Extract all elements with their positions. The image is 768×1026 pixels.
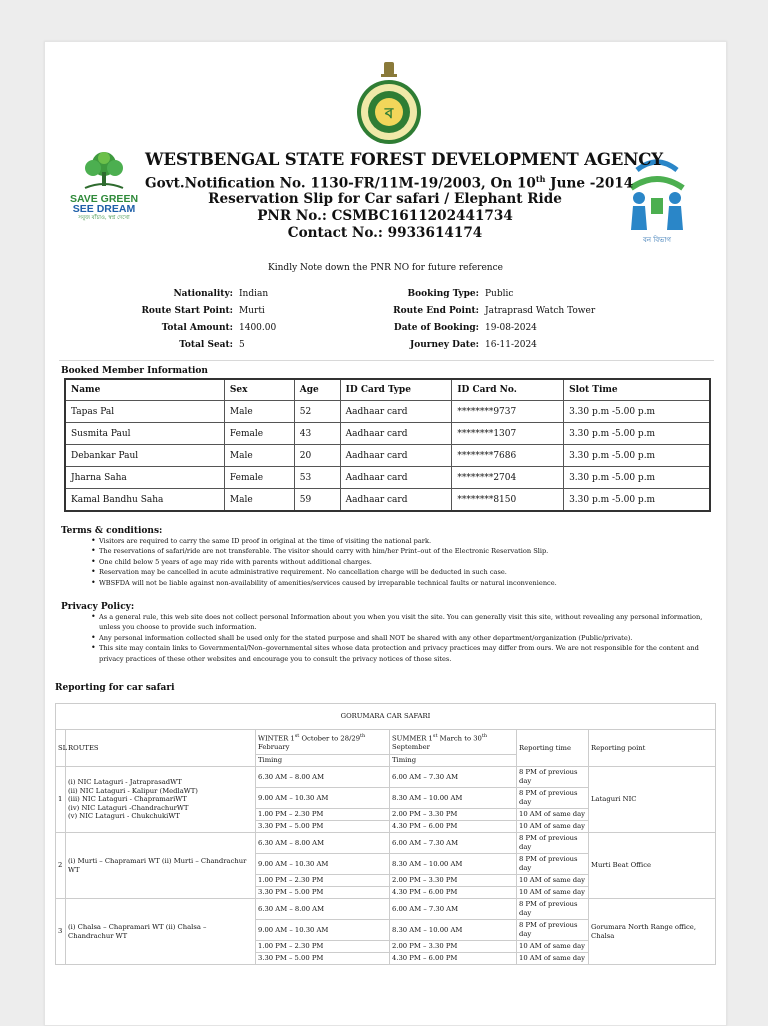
col-sl: SL bbox=[56, 730, 66, 767]
summer-timing: 8.30 AM – 10.00 AM bbox=[390, 920, 517, 941]
reporting-time: 8 PM of previous day bbox=[517, 899, 589, 920]
reporting-time: 10 AM of same day bbox=[517, 875, 589, 887]
summer-timing: 6.00 AM – 7.30 AM bbox=[390, 899, 517, 920]
route-sl: 3 bbox=[56, 899, 66, 965]
terms-title: Terms & conditions: bbox=[61, 526, 163, 536]
journey-date-value: 16-11-2024 bbox=[485, 340, 537, 350]
member-row bbox=[65, 401, 710, 423]
safari-title-row bbox=[56, 704, 716, 730]
route-sl: 1 bbox=[56, 767, 66, 833]
summer-timing: 6.00 AM – 7.30 AM bbox=[390, 833, 517, 854]
member-id-no: ********2704 bbox=[452, 467, 564, 489]
summer-timing: 2.00 PM – 3.30 PM bbox=[390, 875, 517, 887]
terms-item: • WBSFDA will not be liable against non-availability of amenities/services caused by irreparable technical faults or natural inconvenience. bbox=[99, 578, 705, 588]
route-name: (iv) NIC Lataguri -ChandrachurWT bbox=[68, 803, 189, 812]
member-slot-time: 3.30 p.m -5.00 p.m bbox=[564, 423, 710, 445]
safari-row bbox=[56, 833, 716, 854]
member-name: Susmita Paul bbox=[65, 423, 224, 445]
reporting-title: Reporting for car safari bbox=[55, 683, 175, 693]
route-name: (ii) NIC Lataguri - Kalipur (MedlaWT) bbox=[68, 786, 198, 795]
col-id-no: ID Card No. bbox=[452, 379, 564, 401]
member-slot-time: 3.30 p.m -5.00 p.m bbox=[564, 401, 710, 423]
reporting-time: 10 AM of same day bbox=[517, 953, 589, 965]
member-age: 53 bbox=[294, 467, 340, 489]
contact-number: Contact No.: 9933614174 bbox=[287, 225, 483, 241]
member-age: 52 bbox=[294, 401, 340, 423]
route-names bbox=[66, 833, 256, 899]
gorumara-safari-table bbox=[55, 703, 716, 965]
reporting-time: 8 PM of previous day bbox=[517, 788, 589, 809]
terms-list bbox=[99, 536, 705, 588]
privacy-title: Privacy Policy: bbox=[61, 602, 135, 612]
col-winter: WINTER 1st October to 28/29th February bbox=[256, 730, 390, 755]
member-sex: Male bbox=[224, 401, 294, 423]
reporting-time: 8 PM of previous day bbox=[517, 854, 589, 875]
reporting-time: 8 PM of previous day bbox=[517, 833, 589, 854]
winter-timing: 6.30 AM – 8.00 AM bbox=[256, 767, 390, 788]
winter-timing: 1.00 PM – 2.30 PM bbox=[256, 941, 390, 953]
tree-icon bbox=[65, 150, 143, 190]
member-sex: Female bbox=[224, 467, 294, 489]
winter-timing: 1.00 PM – 2.30 PM bbox=[256, 875, 390, 887]
member-row bbox=[65, 423, 710, 445]
col-sex: Sex bbox=[224, 379, 294, 401]
route-name: (iii) NIC Lataguri - ChapramariWT bbox=[68, 795, 187, 804]
member-id-type: Aadhaar card bbox=[340, 467, 452, 489]
member-row bbox=[65, 467, 710, 489]
privacy-item: • Any personal information collected shall be used only for the stated purpose and shall NOT be shared with any other department/organization (Public/private). bbox=[99, 633, 705, 643]
member-sex: Male bbox=[224, 489, 294, 512]
member-slot-time: 3.30 p.m -5.00 p.m bbox=[564, 445, 710, 467]
summer-timing: 4.30 PM – 6.00 PM bbox=[390, 821, 517, 833]
terms-item: • One child below 5 years of age may ride with parents without additional charges. bbox=[99, 557, 705, 567]
member-name: Debankar Paul bbox=[65, 445, 224, 467]
pnr-number: PNR No.: CSMBC1611202441734 bbox=[257, 208, 513, 224]
col-slot-time: Slot Time bbox=[564, 379, 710, 401]
col-name: Name bbox=[65, 379, 224, 401]
terms-item: • Visitors are required to carry the same ID proof in original at the time of visiting the national park. bbox=[99, 536, 705, 546]
member-id-type: Aadhaar card bbox=[340, 445, 452, 467]
privacy-list bbox=[99, 612, 705, 664]
member-name: Jharna Saha bbox=[65, 467, 224, 489]
terms-item: • The reservations of safari/ride are not transferable. The visitor should carry with him/her Print–out of the Electronic Reservation Slip. bbox=[99, 546, 705, 556]
terms-item: • Reservation may be cancelled in acute administrative requirement. No cancellation charge will be deducted in such case. bbox=[99, 567, 705, 577]
member-slot-time: 3.30 p.m -5.00 p.m bbox=[564, 489, 710, 512]
col-age: Age bbox=[294, 379, 340, 401]
route-name: (i) Murti – Chapramari WT (ii) Murti – Chandrachur WT bbox=[68, 856, 247, 874]
save-green-logo bbox=[65, 150, 143, 240]
col-summer: SUMMER 1st March to 30th September bbox=[390, 730, 517, 755]
safari-row bbox=[56, 767, 716, 788]
reservation-slip-page: ব SAVE GREEN SEE DREAM সবুজ বাঁচাও, স্বপ্ন দেখো বন বিভাগ WESTBENGAL STATE FOREST DEVELOPMENT AGENCY Govt.Notification No. 1130-FR/11M-19/2003, On 10th June -2014 Reservation Slip for Car safari / Elephant Ride PNR No.: CSMBC1611202441734 Contact No.: 9933614174 Kindly Note down the PNR NO for future reference Nationality: Indian Booking Type: Public Route Start Point: Murti Route End Point: Jatraprasd Watch Tower Total Amount: 1400.00 Date of Booking: 19-08-2024 Total Seat: 5 Journey Date: 16-11-2024 Booked Member Information Name Sex Age ID Card Type ID Card No. Slot Time Tapas Pal Male 52 Aadhaar card ********9737 3.30 p.m -5.00 p.m Susmita Paul Female 43 Aadhaar card ********1307 3.30 p.m -5.00 p.m Debankar Paul Male 20 Aadhaar card ********7686 3.30 p.m -5.00 p.m Jharna Saha Female 53 Aadhaar card ********2704 3.30 p.m -5.00 p.m Kamal Bandhu Saha Male 59 Aadhaar card ********8150 3.30 p.m -5.00 p.m Terms & conditions: • Visitors are required to carry the same ID proof in original at the time of visiting the national park. • The reservations of safari/ride are not transferable. The visitor should carry with him/her Print–out of the Electronic Reservation Slip. • One child below 5 years of age may ride with parents without additional charges. • Reservation may be cancelled in acute administrative requirement. No cancellation charge will be deducted in such case. • WBSFDA will not be liable against non-availability of amenities/services caused by irreparable technical faults or natural inconvenience. Privacy Policy: • As a general rule, this web site does not collect personal Information about you when you visit the site. You can generally visit this site, without revealing any personal information, unless you choose to provide such information. • Any personal information collected shall be used only for the stated purpose and shall NOT be shared with any other department/organization (Public/private). • This site may contain links to Governmental/Non–governmental sites whose data protection and privacy practices may differ from ours. We are not responsible for the content and privacy practices of these other websites and encourage you to consult the privacy notices of those sites. Reporting for car safari GORUMARA CAR SAFARI SL ROUTES WINTER 1st October to 28/29th February SUMMER 1st March to 30th September Reporting time Reporting point Timing Timing 1 (i) NIC Lataguri - JatraprasadWT (ii) NIC Lataguri - Kalipur (MedlaWT) (iii) NIC Lataguri - ChapramariWT (iv) NIC Lataguri -ChandrachurWT (v) NIC Lataguri - ChukchukiWT 6.30 AM – 8.00 AM 6.00 AM – 7.30 AM 8 PM of previous day Lataguri NIC 9.00 AM – 10.30 AM 8.30 AM – 10.00 AM 8 PM of previous day 1.00 PM – 2.30 PM 2.00 PM – 3.30 PM 10 AM of same day 3.30 PM – 5.00 PM 4.30 PM – 6.00 PM 10 AM of same day 2 (i) Murti – Chapramari WT (ii) Murti – Chandrachur WT 6.30 AM – 8.00 AM 6.00 AM – 7.30 AM 8 PM of previous day Murti Beat Office 9.00 AM – 10.30 AM 8.30 AM – 10.00 AM 8 PM of previous day 1.00 PM – 2.30 PM 2.00 PM – 3.30 PM 10 AM of same day 3.30 PM – 5.00 PM 4.30 PM – 6.00 PM 10 AM of same day 3 (i) Chalsa – Chapramari WT (ii) Chalsa – Chandrachur WT 6.30 AM – 8.00 AM 6.00 AM – 7.30 AM 8 PM of previous day Gorumara North Range office, Chalsa 9.00 AM – 10.30 AM 8.30 AM – 10.00 AM 8 PM of previous day 1.00 PM – 2.30 PM 2.00 PM – 3.30 PM 10 AM of same day 3.30 PM – 5.00 PM 4.30 PM – 6.00 PM 10 AM of same day bbox=[44, 41, 727, 1026]
route-name: (i) Chalsa – Chapramari WT (ii) Chalsa – Chandrachur WT bbox=[68, 922, 207, 940]
member-sex: Female bbox=[224, 423, 294, 445]
reporting-point: Lataguri NIC bbox=[589, 767, 716, 833]
winter-timing: 6.30 AM – 8.00 AM bbox=[256, 899, 390, 920]
member-id-no: ********1307 bbox=[452, 423, 564, 445]
notification-line: Govt.Notification No. 1130-FR/11M-19/2003, On 10th June -2014 bbox=[145, 174, 634, 192]
slip-title: Reservation Slip for Car safari / Elephant Ride bbox=[208, 191, 562, 207]
member-row bbox=[65, 489, 710, 512]
member-id-type: Aadhaar card bbox=[340, 401, 452, 423]
summer-timing-label: Timing bbox=[390, 755, 517, 767]
winter-timing: 9.00 AM – 10.30 AM bbox=[256, 920, 390, 941]
member-name: Tapas Pal bbox=[65, 401, 224, 423]
member-id-type: Aadhaar card bbox=[340, 423, 452, 445]
reporting-time: 10 AM of same day bbox=[517, 887, 589, 899]
winter-timing: 3.30 PM – 5.00 PM bbox=[256, 821, 390, 833]
col-reporting-time: Reporting time bbox=[517, 730, 589, 767]
summer-timing: 8.30 AM – 10.00 AM bbox=[390, 854, 517, 875]
safari-row bbox=[56, 899, 716, 920]
winter-timing-label: Timing bbox=[256, 755, 390, 767]
member-row bbox=[65, 445, 710, 467]
member-id-type: Aadhaar card bbox=[340, 489, 452, 512]
winter-timing: 9.00 AM – 10.30 AM bbox=[256, 788, 390, 809]
route-start-value: Murti bbox=[239, 306, 265, 316]
reporting-point: Gorumara North Range office, Chalsa bbox=[589, 899, 716, 965]
logo-left-text-2: SEE DREAM bbox=[72, 203, 136, 215]
route-name: (i) NIC Lataguri - JatraprasadWT bbox=[68, 778, 182, 787]
summer-timing: 2.00 PM – 3.30 PM bbox=[390, 941, 517, 953]
winter-timing: 3.30 PM – 5.00 PM bbox=[256, 887, 390, 899]
divider bbox=[59, 360, 714, 361]
winter-timing: 9.00 AM – 10.30 AM bbox=[256, 854, 390, 875]
member-name: Kamal Bandhu Saha bbox=[65, 489, 224, 512]
reporting-time: 8 PM of previous day bbox=[517, 767, 589, 788]
logo-left-text-1: SAVE GREEN bbox=[69, 193, 139, 205]
route-names bbox=[66, 767, 256, 833]
total-amount-value: 1400.00 bbox=[239, 323, 277, 333]
summer-timing: 2.00 PM – 3.30 PM bbox=[390, 809, 517, 821]
total-seat-value: 5 bbox=[239, 340, 245, 350]
route-sl: 2 bbox=[56, 833, 66, 899]
reporting-time: 8 PM of previous day bbox=[517, 920, 589, 941]
route-end-value: Jatraprasd Watch Tower bbox=[485, 306, 596, 316]
reporting-time: 10 AM of same day bbox=[517, 821, 589, 833]
member-sex: Male bbox=[224, 445, 294, 467]
winter-timing: 1.00 PM – 2.30 PM bbox=[256, 809, 390, 821]
member-age: 43 bbox=[294, 423, 340, 445]
winter-timing: 6.30 AM – 8.00 AM bbox=[256, 833, 390, 854]
col-id-type: ID Card Type bbox=[340, 379, 452, 401]
booking-type-value: Public bbox=[485, 289, 514, 299]
col-reporting-point: Reporting point bbox=[589, 730, 716, 767]
privacy-item: • This site may contain links to Governmental/Non–governmental sites whose data protection and privacy practices may differ from ours. We are not responsible for the content and privacy practices of these other websites and encourage you to consult the privacy notices of those sites. bbox=[99, 643, 705, 664]
agency-seal-emblem bbox=[351, 60, 427, 146]
route-name: (v) NIC Lataguri - ChukchukiWT bbox=[68, 812, 180, 821]
member-id-no: ********8150 bbox=[452, 489, 564, 512]
reporting-point: Murti Beat Office bbox=[589, 833, 716, 899]
nationality-value: Indian bbox=[239, 289, 269, 299]
reporting-time: 10 AM of same day bbox=[517, 809, 589, 821]
reporting-time: 10 AM of same day bbox=[517, 941, 589, 953]
summer-timing: 4.30 PM – 6.00 PM bbox=[390, 953, 517, 965]
safari-table-title: GORUMARA CAR SAFARI bbox=[56, 704, 716, 730]
agency-title: WESTBENGAL STATE FOREST DEVELOPMENT AGENCY bbox=[145, 149, 663, 169]
route-names bbox=[66, 899, 256, 965]
svg-text:ব: ব bbox=[384, 104, 394, 122]
pnr-note: Kindly Note down the PNR NO for future reference bbox=[268, 263, 503, 273]
logo-left-text-3: সবুজ বাঁচাও, স্বপ্ন দেখো bbox=[78, 215, 130, 221]
date-booking-value: 19-08-2024 bbox=[485, 323, 537, 333]
summer-timing: 8.30 AM – 10.00 AM bbox=[390, 788, 517, 809]
member-id-no: ********7686 bbox=[452, 445, 564, 467]
logo-right-text: বন বিভাগ bbox=[642, 236, 672, 244]
privacy-item: • As a general rule, this web site does not collect personal Information about you when you visit the site. You can generally visit this site, without revealing any personal information, unless you choose to provide such information. bbox=[99, 612, 705, 633]
member-id-no: ********9737 bbox=[452, 401, 564, 423]
safari-header-row bbox=[56, 730, 716, 755]
summer-timing: 4.30 PM – 6.00 PM bbox=[390, 887, 517, 899]
members-table bbox=[64, 378, 711, 512]
member-slot-time: 3.30 p.m -5.00 p.m bbox=[564, 467, 710, 489]
winter-timing: 3.30 PM – 5.00 PM bbox=[256, 953, 390, 965]
member-age: 20 bbox=[294, 445, 340, 467]
members-section-title: Booked Member Information bbox=[61, 366, 208, 376]
col-routes: ROUTES bbox=[66, 730, 256, 767]
member-age: 59 bbox=[294, 489, 340, 512]
members-header-row bbox=[65, 379, 710, 401]
summer-timing: 6.00 AM – 7.30 AM bbox=[390, 767, 517, 788]
